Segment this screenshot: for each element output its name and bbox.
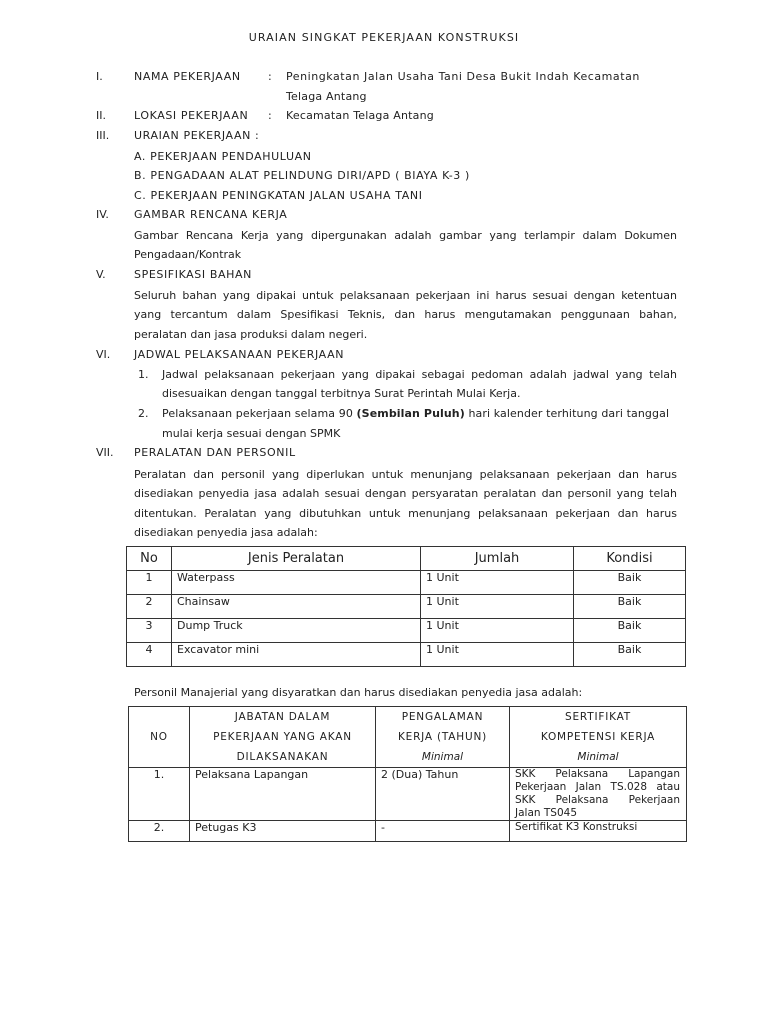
section-label-spesifikasi: SPESIFIKASI BAHAN xyxy=(134,268,252,281)
section-number: III. xyxy=(96,129,110,142)
work-item-a: A. PEKERJAAN PENDAHULUAN xyxy=(134,150,312,163)
table-row xyxy=(127,643,686,667)
peralatan-paragraph-end: disediakan penyedia jasa adalah: xyxy=(134,526,318,539)
table-header-row xyxy=(127,547,686,571)
section-number: VII. xyxy=(96,446,114,459)
section-number: I. xyxy=(96,70,103,83)
personnel-table xyxy=(128,706,687,842)
header-jabatan: JABATAN DALAM PEKERJAAN YANG AKAN DILAKSANAKAN xyxy=(190,707,376,768)
spesifikasi-paragraph-end: peralatan dan jasa produksi dalam negeri. xyxy=(134,328,368,341)
table-row xyxy=(127,595,686,619)
table-row xyxy=(129,768,687,821)
section-number: II. xyxy=(96,109,106,122)
header-pengalaman: PENGALAMAN KERJA (TAHUN) Minimal xyxy=(376,707,510,768)
cell-jenis: Excavator mini xyxy=(172,643,421,667)
cell-kondisi: Baik xyxy=(574,571,686,595)
work-item-b: B. PENGADAAN ALAT PELINDUNG DIRI/APD ( BIAYA K-3 ) xyxy=(134,169,470,182)
list-number: 2. xyxy=(138,407,149,420)
section-label-lokasi: LOKASI PEKERJAAN xyxy=(134,109,249,122)
cell-pengalaman: 2 (Dua) Tahun xyxy=(376,768,510,821)
table-header-row xyxy=(129,707,687,768)
document-title: URAIAN SINGKAT PEKERJAAN KONSTRUKSI xyxy=(248,31,520,44)
cell-no: 4 xyxy=(127,643,172,667)
cell-no: 2. xyxy=(129,821,190,842)
colon: : xyxy=(268,109,272,122)
cell-no: 1. xyxy=(129,768,190,821)
header-no: NO xyxy=(129,707,190,768)
section-number: IV. xyxy=(96,208,109,221)
equipment-table xyxy=(126,546,686,667)
section-label-jadwal: JADWAL PELAKSANAAN PEKERJAAN xyxy=(134,348,345,361)
cell-jumlah: 1 Unit xyxy=(421,619,574,643)
colon: : xyxy=(268,70,272,83)
cell-pengalaman: - xyxy=(376,821,510,842)
project-name-line2: Telaga Antang xyxy=(286,90,367,103)
section-label-peralatan: PERALATAN DAN PERSONIL xyxy=(134,446,296,459)
cell-sertifikat: SKK Pelaksana Lapangan Pekerjaan Jalan TS.028 atau SKK Pelaksana Pekerjaan Jalan TS045 xyxy=(510,768,687,821)
cell-jumlah: 1 Unit xyxy=(421,643,574,667)
cell-jabatan: Pelaksana Lapangan xyxy=(190,768,376,821)
header-jenis: Jenis Peralatan xyxy=(172,547,421,571)
gambar-paragraph: Gambar Rencana Kerja yang dipergunakan adalah gambar yang terlampir dalam Dokumen xyxy=(134,229,677,242)
jadwal-item-2-line2: mulai kerja sesuai dengan SPMK xyxy=(162,427,341,440)
cell-no: 1 xyxy=(127,571,172,595)
section-label-nama-pekerjaan: NAMA PEKERJAAN xyxy=(134,70,241,83)
cell-jenis: Waterpass xyxy=(172,571,421,595)
jadwal-item-1-line2: disesuaikan dengan tanggal terbitnya Surat Perintah Mulai Kerja. xyxy=(162,387,521,400)
section-label-gambar: GAMBAR RENCANA KERJA xyxy=(134,208,288,221)
cell-jenis: Chainsaw xyxy=(172,595,421,619)
cell-no: 2 xyxy=(127,595,172,619)
header-kondisi: Kondisi xyxy=(574,547,686,571)
cell-jenis: Dump Truck xyxy=(172,619,421,643)
personnel-intro: Personil Manajerial yang disyaratkan dan harus disediakan penyedia jasa adalah: xyxy=(134,686,583,699)
location-value: Kecamatan Telaga Antang xyxy=(286,109,434,122)
section-number: VI. xyxy=(96,348,111,361)
header-jumlah: Jumlah xyxy=(421,547,574,571)
header-no: No xyxy=(127,547,172,571)
cell-no: 3 xyxy=(127,619,172,643)
section-label-uraian: URAIAN PEKERJAAN : xyxy=(134,129,260,142)
cell-jumlah: 1 Unit xyxy=(421,571,574,595)
cell-jabatan: Petugas K3 xyxy=(190,821,376,842)
cell-kondisi: Baik xyxy=(574,643,686,667)
work-item-c: C. PEKERJAAN PENINGKATAN JALAN USAHA TANI xyxy=(134,189,423,202)
section-number: V. xyxy=(96,268,106,281)
jadwal-item-2-line1: Pelaksanaan pekerjaan selama 90 (Sembilan Puluh) hari kalender terhitung dari tanggal xyxy=(162,407,670,420)
jadwal-item-1-line1: Jadwal pelaksanaan pekerjaan yang dipakai sebagai pedoman adalah jadwal yang telah xyxy=(162,368,677,381)
cell-kondisi: Baik xyxy=(574,619,686,643)
spesifikasi-paragraph: Seluruh bahan yang dipakai untuk pelaksanaan pekerjaan ini harus sesuai dengan ketentuan yang tercantum dalam Spesifikasi Teknis, dan harus mengutamakan penggunaan bahan, xyxy=(134,289,677,322)
gambar-paragraph-end: Pengadaan/Kontrak xyxy=(134,248,242,261)
project-name-line1: Peningkatan Jalan Usaha Tani Desa Bukit Indah Kecamatan xyxy=(286,70,640,83)
list-number: 1. xyxy=(138,368,149,381)
table-row xyxy=(127,571,686,595)
peralatan-paragraph: Peralatan dan personil yang diperlukan untuk menunjang pelaksanaan pekerjaan dan harus disediakan penyedia jasa adalah sesuai dengan persyaratan peralatan dan personil yang telah ditentukan. Peralatan yang dibutuhkan untuk menunjang pelaksanaan pekerjaan dan harus xyxy=(134,468,677,520)
cell-jumlah: 1 Unit xyxy=(421,595,574,619)
cell-sertifikat: Sertifikat K3 Konstruksi xyxy=(510,821,687,842)
cell-kondisi: Baik xyxy=(574,595,686,619)
header-sertifikat: SERTIFIKAT KOMPETENSI KERJA Minimal xyxy=(510,707,687,768)
table-row xyxy=(129,821,687,842)
table-row xyxy=(127,619,686,643)
